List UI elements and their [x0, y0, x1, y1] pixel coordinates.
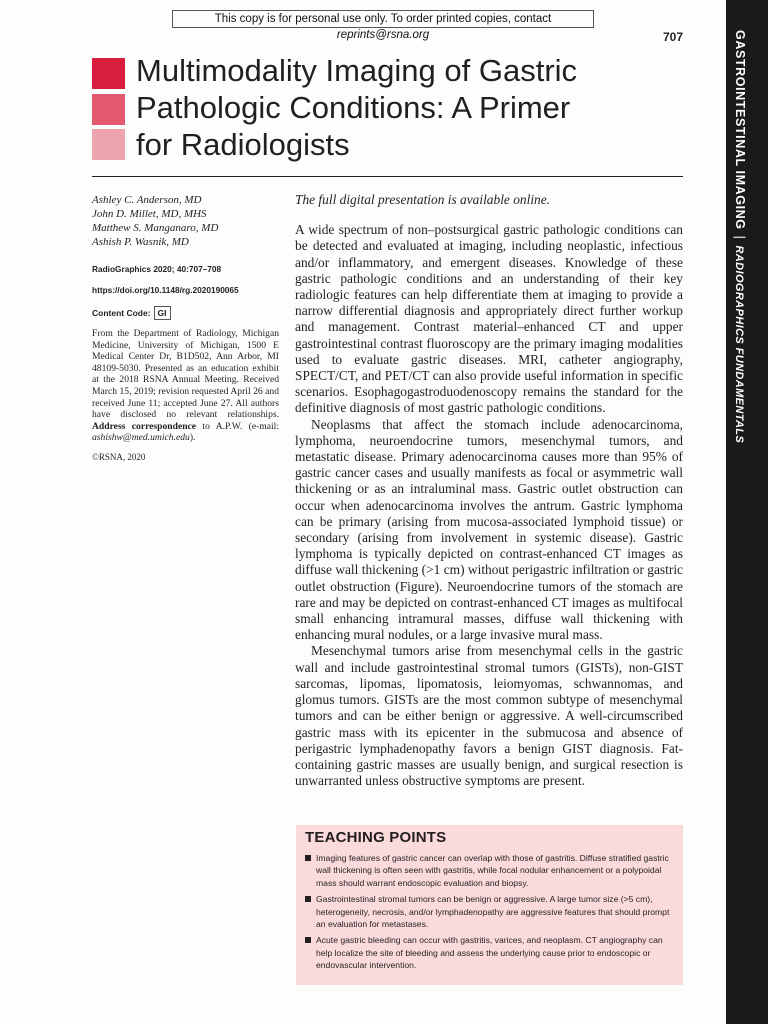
title-line: Pathologic Conditions: A Primer: [136, 90, 571, 125]
teaching-point: [305, 852, 674, 889]
author-name: Matthew S. Manganaro, MD: [92, 222, 219, 234]
author-list: [92, 193, 279, 249]
title-line: Multimodality Imaging of Gastric: [136, 53, 578, 88]
teaching-point-text: Gastrointestinal stromal tumors can be benign or aggressive. A large tumor size (>5 cm), heterogeneity, necrosis, and/or lymphadenopathy are aggressive features that should prompt an evaluation for metastases.: [316, 894, 670, 930]
online-presentation-note: The full digital presentation is available online.: [295, 192, 551, 207]
section-label: [732, 30, 747, 443]
reprints-email-link[interactable]: reprints@rsna.org: [336, 29, 430, 41]
correspondence-email-link[interactable]: ashishw@med.umich.edu: [92, 432, 190, 444]
title-line: for Radiologists: [136, 127, 350, 162]
body-paragraph: Neoplasms that affect the stomach include adenocarcinoma, lymphoma, neuroendocrine tumors, mesenchymal tumors, and metastatic disease. Primary adenocarcinoma causes more than 95% of gastric cancer cases and usually manifests as focal or asymmetric wall thickening or as an intraluminal mass. Gastric outlet obstruction can occur when adenocarcinoma involves the antrum. Gastric lymphoma can be primary (arising from mucosa-associated lymphoid tissue) or secondary (arising from involvement in systemic disease). Gastric lymphoma is typically depicted on contrast-enhanced CT images as diffuse wall thickening (>1 cm) without perigastric infiltration or gastric outlet obstruction (Figure). Neuroendocrine tumors of the stomach are rare and may be depicted on contrast-enhanced CT images as multifocal small enhancing intramural masses, diffuse wall thickening with enhancing mural nodules, or a large invasive mural mass.: [295, 416, 683, 643]
affiliation-note: [92, 328, 279, 444]
square-bullet-icon: [305, 937, 311, 943]
teaching-point-text: Imaging features of gastric cancer can overlap with those of gastritis. Diffuse stratified gastric wall thickening is often seen with gastritis, while focal nodular enhancement or a polypoidal mass should warrant endoscopic evaluation and biopsy.: [316, 853, 669, 888]
title-square-3: [92, 129, 125, 160]
correspondence-end: ).: [189, 432, 196, 444]
series-name: RADIOGRAPHICS FUNDAMENTALS: [733, 245, 745, 444]
correspondence-text: to A.P.W. (e-mail:: [196, 420, 279, 432]
content-code-badge: GI: [154, 306, 171, 320]
page-number: 707: [662, 30, 683, 44]
teaching-point: [305, 934, 674, 971]
title-square-1: [92, 58, 125, 89]
section-name: GASTROINTESTINAL IMAGING: [733, 30, 747, 230]
teaching-points-title: TEACHING POINTS: [305, 829, 447, 846]
teaching-point: [305, 893, 674, 930]
content-code: [92, 306, 279, 320]
body-paragraph: A wide spectrum of non–postsurgical gastric pathologic conditions can be detected and evaluated at imaging, including neoplastic, infectious and/or inflammatory, and emergent diseases. Knowledge of these gastric pathologic conditions and an understanding of their key radiologic features can help differentiate them at imaging to provide a narrow differential diagnosis and appropriately direct further workup and management. Contrast material–enhanced CT and upper gastrointestinal contrast fluoroscopy are the primary imaging modalities used to evaluate gastric diseases. MRI, catheter angiography, SPECT/CT, and PET/CT can also provide useful information in specific scenarios. Esophagogastroduodenoscopy remains the standard for the definitive diagnosis of most gastric pathologic conditions.: [295, 222, 683, 416]
title-rule: [92, 176, 683, 177]
article-title: [136, 52, 696, 163]
citation: RadioGraphics 2020; 40:707–708: [92, 264, 222, 274]
body-paragraph: Mesenchymal tumors arise from mesenchymal cells in the gastric wall and include gastrointestinal stromal tumors (GISTs), non-GIST sarcomas, lipomas, lipomatosis, leiomyomas, schwannomas, and glomus tumors. GISTs are the most common subtype of mesenchymal tumors and can be either benign or aggressive. A well-circumscribed gastric mass with its epicenter in the submucosa and absence of perigastric lymphadenopathy favors a benign GIST diagnosis. Fat-containing gastric masses are usually benign, and surgical resection is unwarranted unless obstructive symptoms are present.: [295, 643, 683, 789]
section-separator: |: [733, 235, 747, 240]
affiliation-text: From the Department of Radiology, Michigan Medicine, University of Michigan, 1500 E Medical Center Dr, B1D502, Ann Arbor, MI 48109-5030. Presented as an education exhibit at the 2018 RSNA Annual Meeting. Received March 15, 2019; revision requested April 26 and received June 11; accepted June 27. All authors have disclosed no relevant relationships.: [92, 328, 279, 421]
correspondence-label: Address correspondence: [92, 420, 197, 432]
doi-link[interactable]: https://doi.org/10.1148/rg.2020190065: [92, 285, 239, 295]
title-square-2: [92, 94, 125, 125]
teaching-point-text: Acute gastric bleeding can occur with gastritis, varices, and neoplasm. CT angiography can help localize the site of bleeding and assess the underlying cause prior to endoscopic or endovascular intervention.: [316, 935, 663, 971]
personal-use-notice: [172, 10, 594, 41]
notice-text: This copy is for personal use only. To order printed copies, contact: [214, 13, 552, 25]
author-name: Ashley C. Anderson, MD: [92, 194, 202, 206]
author-name: John D. Millet, MD, MHS: [92, 208, 207, 220]
content-code-label: Content Code:: [92, 308, 151, 318]
teaching-points-box: [296, 825, 683, 985]
article-body: [295, 192, 683, 789]
square-bullet-icon: [305, 855, 311, 861]
author-name: Ashish P. Wasnik, MD: [92, 236, 189, 248]
copyright: ©RSNA, 2020: [92, 451, 146, 462]
article-metadata: [92, 193, 279, 464]
square-bullet-icon: [305, 896, 311, 902]
